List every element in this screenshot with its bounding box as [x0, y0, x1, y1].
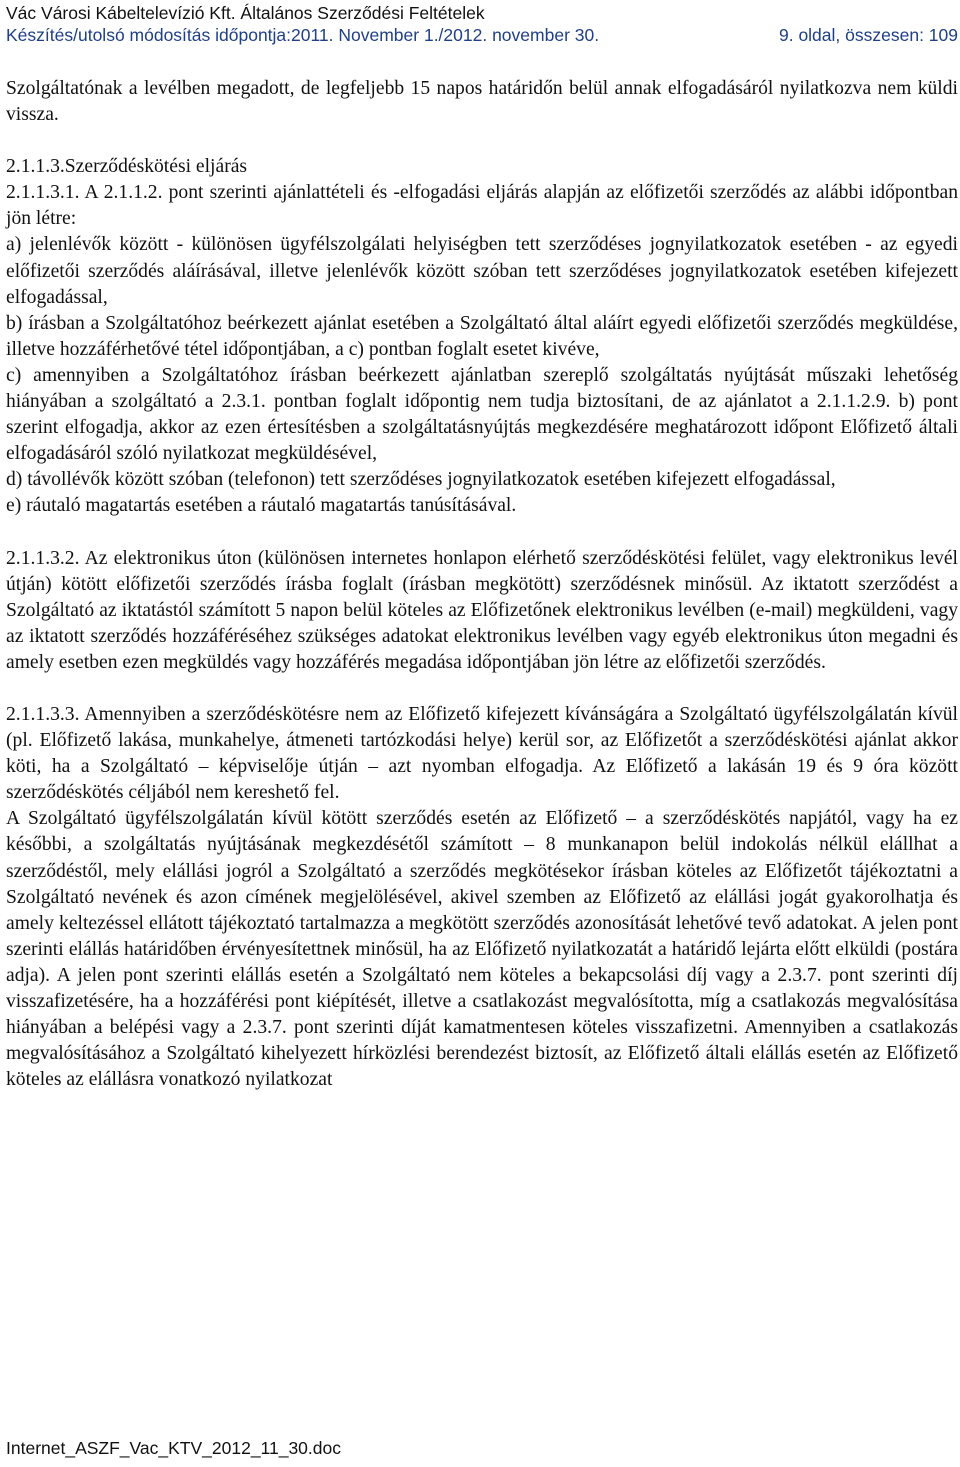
header-page-number: 9. oldal, összesen: 109: [778, 25, 958, 45]
page-footer-filename: Internet_ASZF_Vac_KTV_2012_11_30.doc: [6, 1438, 341, 1458]
list-item-c: c) amennyiben a Szolgáltatóhoz írásban beérkezett ajánlatban szereplő szolgáltatás nyújtását műszaki lehetőség hiányában a szolgáltató a 2.3.1. pontban foglalt időpontig nem tudja biztosítani, de az ajánlatot a 2.1.1.2.9. b) pont szerint elfogadja, akkor az ezen értesítésben a szolgáltatásnyújtás megkezdésére meghatározott időpont Előfizető általi elfogadásáról szóló nyilatkozat megküldésével,: [6, 364, 958, 465]
paragraph-spacer: [6, 676, 958, 702]
list-item-b: b) írásban a Szolgáltatóhoz beérkezett ajánlat esetében a Szolgáltató által aláírt egyedi előfizetői szerződés megküldése, illetve hozzáférhetővé tétel időpontjában, a c) pontban foglalt esetet kivéve,: [6, 312, 958, 360]
document-page: [6, 2, 958, 1093]
list-item-a: a) jelenlévők között - különösen ügyfélszolgálati helyiségben tett szerződéses jognyilatkozatok esetében - az egyedi előfizetői szerződés aláírásával, illetve jelenlévők között szóban tett szerződéses jognyilatkozatok esetében kifejezett elfogadással,: [6, 234, 958, 308]
paragraph-2-1-1-3-1: 2.1.1.3.1. A 2.1.1.2. pont szerinti ajánlattételi és -elfogadási eljárás alapján az előfizetői szerződés az alábbi időpontban jön létre:: [6, 182, 958, 230]
page-header: [6, 2, 958, 46]
paragraph-continuation: Szolgáltatónak a levélben megadott, de legfeljebb 15 napos határidőn belül annak elfogadásáról nyilatkozva nem küldi vissza.: [6, 78, 958, 126]
header-revision-date: Készítés/utolsó módosítás időpontja:2011. November 1./2012. november 30.: [6, 25, 600, 45]
paragraph-2-1-1-3-3: 2.1.1.3.3. Amennyiben a szerződéskötésre nem az Előfizető kifejezett kívánságára a Szolgáltató ügyfélszolgálatán kívül (pl. Előfizető lakása, munkahelye, átmeneti tartózkodási helye) kerül sor, az Előfizetőt a szerződéskötési ajánlat akkor köti, ha a Szolgáltató – képviselője útján – azt nyomban elfogadja. Az Előfizető a lakásán 19 és 9 óra között szerződéskötés céljából nem kereshető fel.: [6, 703, 958, 804]
paragraph-withdrawal: A Szolgáltató ügyfélszolgálatán kívül kötött szerződés esetén az Előfizető – a szerződéskötés napjától, vagy ha ez későbbi, a szolgáltatás nyújtásának megkezdésétől számított – 8 munkanapon belül indokolás nélkül elállhat a szerződéstől, mely elállási jogról a Szolgáltató a szerződés megkötésekor írásban köteles az Előfizetőt tájékoztatni a Szolgáltató nevének és azon címének megjelölésével, akivel szemben az Előfizető az elállási jogát gyakorolhatja és amely keltezéssel ellátott tájékoztató tartalmazza a megkötött szerződés azonosítását lehetővé tevő adatokat. A jelen pont szerinti elállás határidőben érvényesítettnek minősül, ha az Előfizető nyilatkozatát a határidő lejárta előtt elküldi (postára adja). A jelen pont szerinti elállás esetén a Szolgáltató nem köteles a bekapcsolási díj vagy a 2.3.7. pont szerinti díj visszafizetésére, ha a hozzáférési pont kiépítését, illetve a csatlakozást megvalósította, míg a csatlakozás megvalósítása hiányában a belépési vagy a 2.3.7. pont szerinti díját kamatmentesen köteles visszafizetni. Amennyiben a csatlakozás megvalósításához a Szolgáltató kihelyezett hírközlési berendezést biztosít, az Előfizető általi elállás esetén az Előfizető köteles az elállásra vonatkozó nyilatkozat: [6, 808, 958, 1091]
list-item-d: d) távollévők között szóban (telefonon) tett szerződéses jognyilatkozatok esetében kifejezett elfogadással,: [6, 469, 836, 491]
header-meta-row: [6, 24, 958, 46]
paragraph-spacer: [6, 128, 958, 154]
list-item-e: e) ráutaló magatartás esetében a ráutaló magatartás tanúsításával.: [6, 495, 517, 517]
section-heading: 2.1.1.3.Szerződéskötési eljárás: [6, 156, 248, 178]
paragraph-2-1-1-3-2: 2.1.1.3.2. Az elektronikus úton (különösen internetes honlapon elérhető szerződéskötési felület, vagy elektronikus levél útján) kötött előfizetői szerződés írásba foglalt (írásban megkötött) szerződésnek minősül. Az iktatott szerződést a Szolgáltató az iktatástól számított 5 napon belül köteles az Előfizetőnek elektronikus levélben (e-mail) megküldeni, vagy az iktatott szerződés hozzáféréséhez szükséges adatokat elektronikus levélben vagy egyéb elektronikus úton megadni és amely esetben ezen megküldés vagy hozzáférés megadása időpontjában jön létre az előfizetői szerződés.: [6, 547, 958, 673]
paragraph-spacer: [6, 520, 958, 546]
document-body: [6, 76, 958, 1093]
header-title: Vác Városi Kábeltelevízió Kft. Általános Szerződési Feltételek: [6, 3, 485, 23]
